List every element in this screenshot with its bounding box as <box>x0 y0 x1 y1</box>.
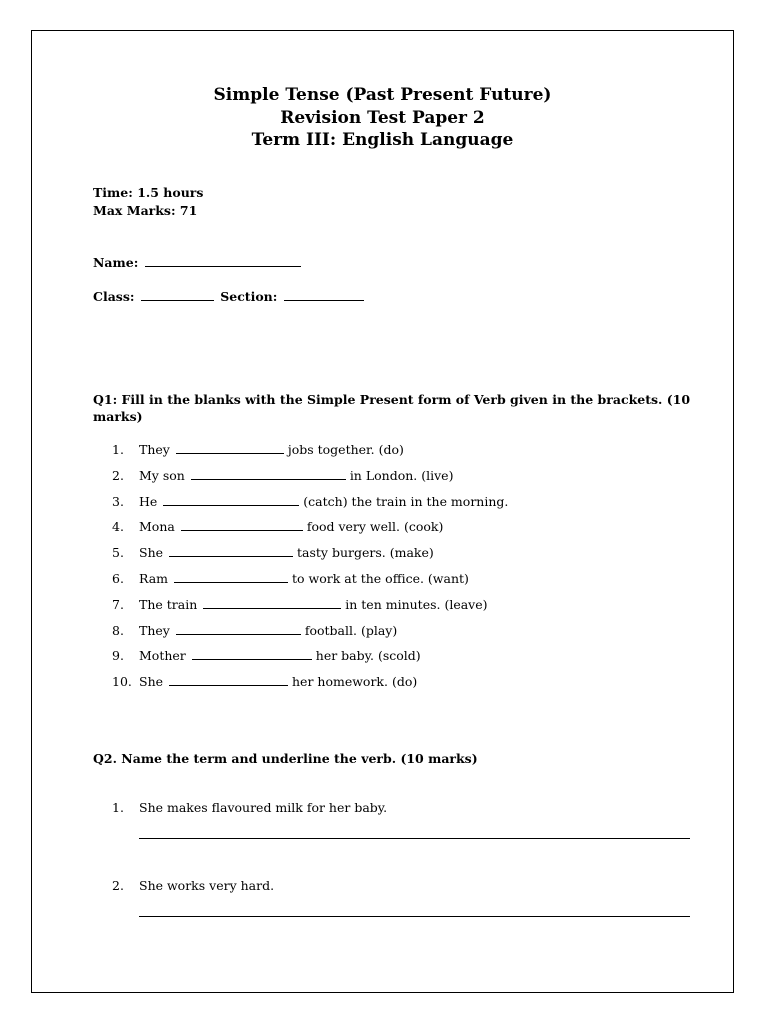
title-line-3: Term III: English Language <box>251 130 514 150</box>
answer-line[interactable] <box>139 838 690 839</box>
answer-blank[interactable] <box>191 466 346 480</box>
title-line-2: Revision Test Paper 2 <box>280 107 485 128</box>
answer-blank[interactable] <box>169 543 293 557</box>
section-blank[interactable] <box>284 288 364 301</box>
list-item: 5. She tasty burgers. (make) <box>112 545 434 561</box>
title-line-1: Simple Tense (Past Present Future) <box>213 85 552 105</box>
class-section-field <box>93 288 366 304</box>
answer-blank[interactable] <box>176 621 301 635</box>
list-item: 9. Mother her baby. (scold) <box>112 648 421 664</box>
list-item: 10. She her homework. (do) <box>112 674 418 690</box>
document-title <box>31 84 734 152</box>
list-item: 6. Ram to work at the office. (want) <box>112 570 469 586</box>
list-item: 8. They football. (play) <box>112 622 398 638</box>
answer-blank[interactable] <box>181 517 303 531</box>
list-item: 1. They jobs together. (do) <box>112 442 404 457</box>
list-item: 3. He (catch) the train in the morning. <box>112 493 509 509</box>
answer-line[interactable] <box>139 916 690 917</box>
q2-heading: Q2. Name the term and underline the verb. (10 marks) <box>93 751 478 766</box>
list-item: 2. My son in London. (live) <box>112 467 454 483</box>
list-item: 1. She makes flavoured milk for her baby. <box>112 800 388 815</box>
class-blank[interactable] <box>141 288 214 301</box>
q1-heading: Q1: Fill in the blanks with the Simple Present form of Verb given in the brackets. (10 marks) <box>93 392 691 424</box>
answer-blank[interactable] <box>192 646 312 660</box>
name-label: Name: <box>93 255 139 270</box>
time-allowed: Time: 1.5 hours <box>93 185 204 200</box>
section-label: Section: <box>220 289 278 304</box>
list-item: 4. Mona food very well. (cook) <box>112 519 444 535</box>
answer-blank[interactable] <box>163 492 299 506</box>
answer-blank[interactable] <box>203 595 341 609</box>
q1-list <box>112 437 508 695</box>
exam-meta <box>93 184 203 219</box>
class-label: Class: <box>93 289 135 304</box>
answer-blank[interactable] <box>174 569 288 583</box>
answer-blank[interactable] <box>176 440 284 454</box>
name-blank[interactable] <box>145 254 301 267</box>
answer-blank[interactable] <box>169 672 288 686</box>
name-field <box>93 254 303 270</box>
max-marks: Max Marks: 71 <box>93 202 198 218</box>
list-item: 2. She works very hard. <box>112 878 275 893</box>
list-item: 7. The train in ten minutes. (leave) <box>112 596 488 612</box>
